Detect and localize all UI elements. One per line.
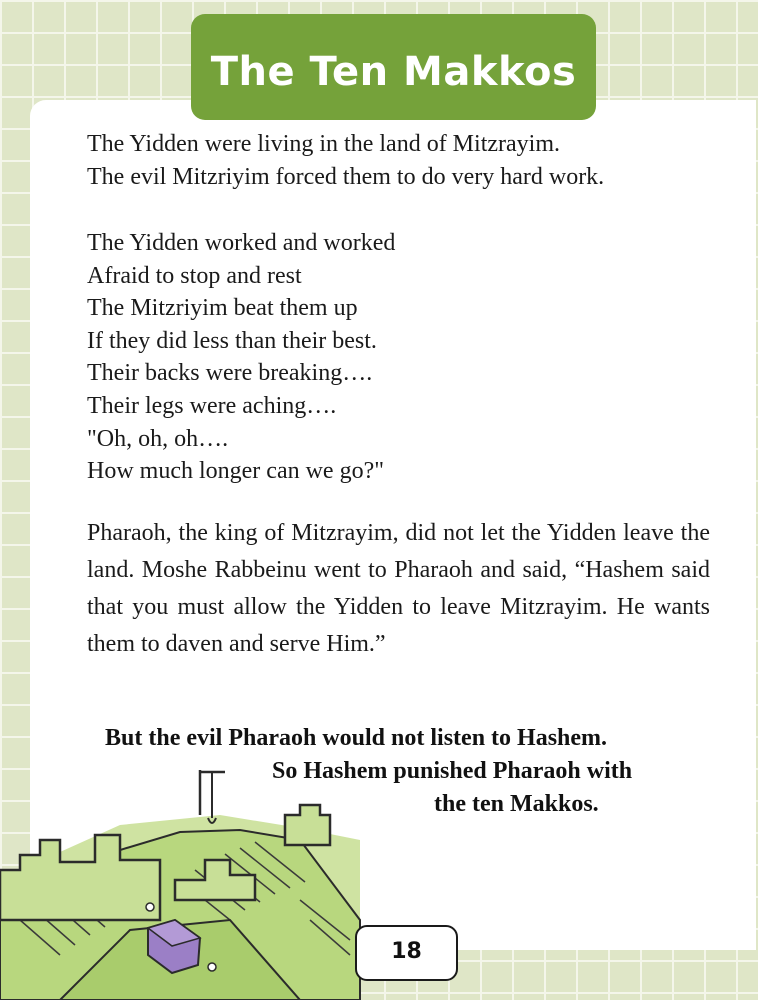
poem-line: "Oh, oh, oh…. (87, 425, 229, 452)
poem (87, 227, 395, 488)
emphasis-line: the ten Makkos. (434, 791, 599, 817)
emphasis-line: But the evil Pharaoh would not listen to Hashem. (105, 725, 608, 751)
intro-line: The evil Mitzriyim forced them to do very hard work. (87, 164, 605, 190)
poem-line: Afraid to stop and rest (87, 262, 302, 289)
intro-paragraph (87, 128, 604, 194)
story-text: Pharaoh, the king of Mitzrayim, did not let the Yidden leave the land. Moshe Rabbeinu went to Pharaoh and said, “Hashem said that you must allow the Yidden to leave Mitzrayim. He wants them to daven and serve Him.” (87, 520, 710, 657)
page-title: The Ten Makkos (210, 49, 577, 95)
page-number: 18 (355, 925, 458, 981)
poem-line: The Mitzriyim beat them up (87, 295, 358, 322)
emphasis-line: So Hashem punished Pharaoh with (272, 758, 633, 784)
poem-line: Their legs were aching…. (87, 392, 337, 419)
intro-line: The Yidden were living in the land of Mitzrayim. (87, 131, 560, 157)
poem-line: The Yidden worked and worked (87, 230, 396, 256)
poem-line: How much longer can we go?" (87, 458, 385, 485)
poem-line: Their backs were breaking…. (87, 360, 373, 387)
story-paragraph (87, 515, 710, 663)
poem-line: If they did less than their best. (87, 327, 377, 354)
